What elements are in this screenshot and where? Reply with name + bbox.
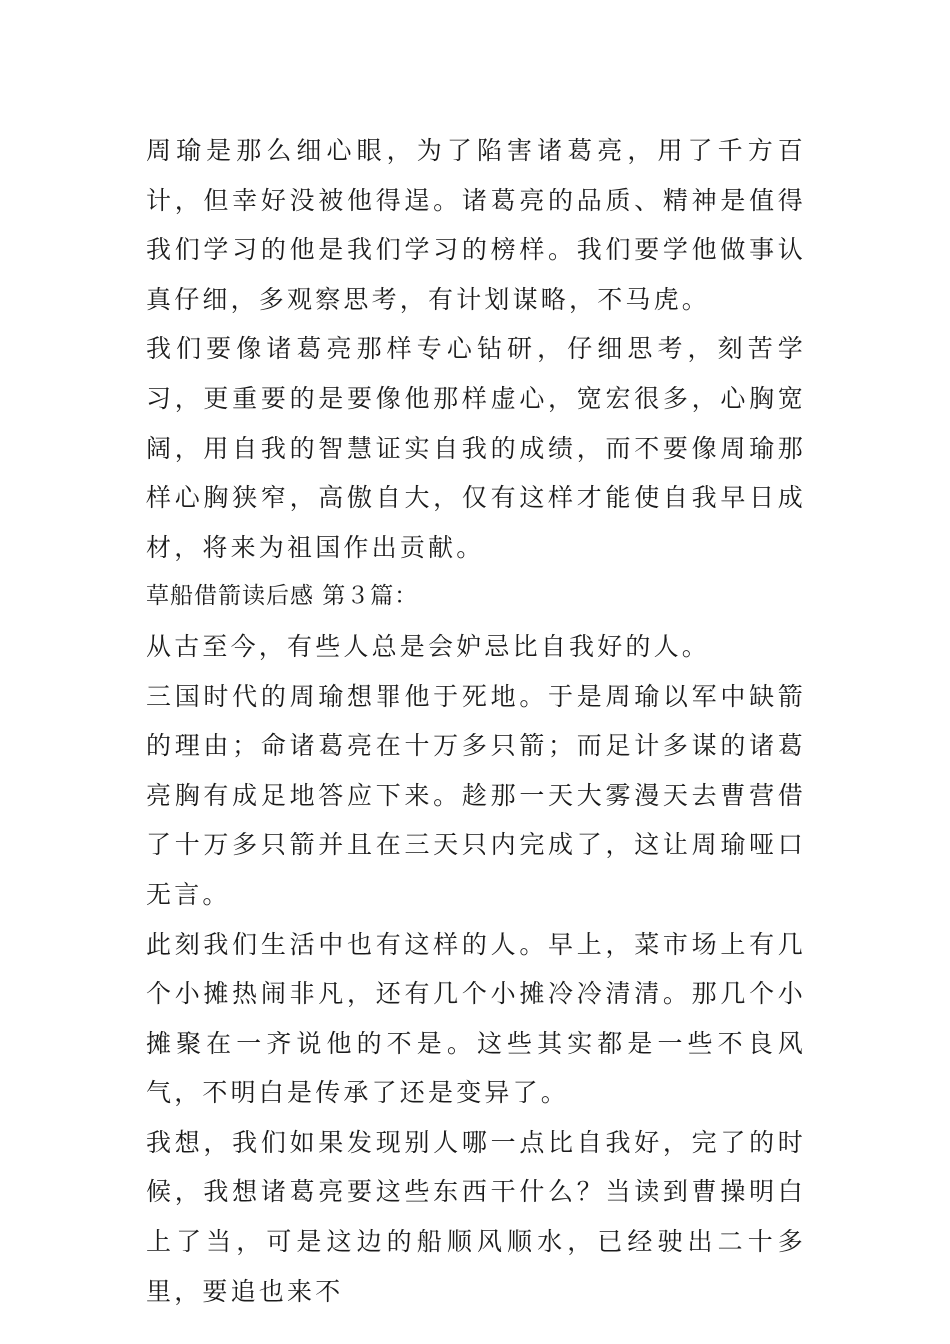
paragraph-6: 我想，我们如果发现别人哪一点比自我好，完了的时候，我想诸葛亮要这些东西干什么？当读到曹操明白上了当，可是这边的船顺风顺水，已经驶出二十多里，要追也来不 (146, 1127, 806, 1306)
document-body (146, 126, 806, 1316)
paragraph-1: 周瑜是那么细心眼，为了陷害诸葛亮，用了千方百计，但幸好没被他得逞。诸葛亮的品质、精神是值得我们学习的他是我们学习的榜样。我们要学他做事认真仔细，多观察思考，有计划谋略，不马虎。 (146, 136, 806, 314)
section-heading: 草船借箭读后感 第３篇： (146, 583, 419, 610)
paragraph-2: 我们要像诸葛亮那样专心钻研，仔细思考，刻苦学习，更重要的是要像他那样虚心，宽宏很多，心胸宽阔，用自我的智慧证实自我的成绩，而不要像周瑜那样心胸狭窄，高傲自大，仅有这样才能使自我早日成材，将来为祖国作出贡献。 (146, 334, 806, 562)
paragraph-4: 三国时代的周瑜想罪他于死地。于是周瑜以军中缺箭的理由；命诸葛亮在十万多只箭；而足计多谋的诸葛亮胸有成足地答应下来。趁那一天大雾漫天去曹营借了十万多只箭并且在三天只内完成了，这让周瑜哑口无言。 (146, 681, 806, 909)
paragraph-3: 从古至今，有些人总是会妒忌比自我好的人。 (146, 631, 711, 661)
paragraph-5: 此刻我们生活中也有这样的人。早上，菜市场上有几个小摊热闹非凡，还有几个小摊冷冷清清。那几个小摊聚在一齐说他的不是。这些其实都是一些不良风气，不明白是传承了还是变异了。 (146, 929, 806, 1108)
